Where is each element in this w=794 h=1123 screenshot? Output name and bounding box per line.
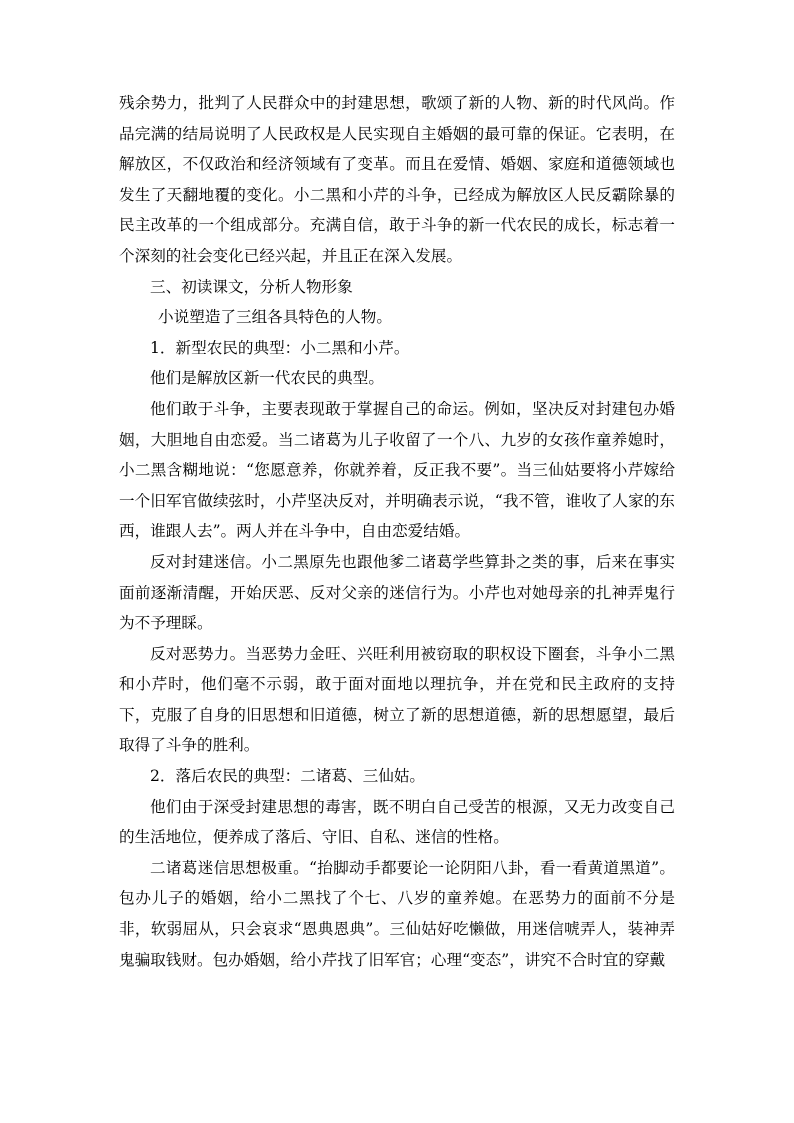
paragraph: 他们由于深受封建思想的毒害，既不明白自己受苦的根源，又无力改变自己的生活地位，便养成了落后、守旧、自私、迷信的性格。 [119, 797, 675, 847]
paragraph: 他们敢于斗争，主要表现敢于掌握自己的命运。例如，坚决反对封建包办婚姻，大胆地自由恋爱。当二诸葛为儿子收留了一个八、九岁的女孩作童养媳时，小二黑含糊地说：“您愿意养，你就养着，反正我不要”。当三仙姑要将小芹嫁给一个旧军官做续弦时，小芹坚决反对，并明确表示说，“我不管，谁收了人家的东西，谁跟人去”。两人并在斗争中，自由恋爱结婚。 [119, 399, 675, 541]
paragraph-continuation: 残余势力，批判了人民群众中的封建思想，歌颂了新的人物、新的时代风尚。作品完满的结局说明了人民政权是人民实现自主婚姻的最可靠的保证。它表明，在解放区，不仅政治和经济领域有了变革。而且在爱情、婚姻、家庭和道德领域也发生了天翻地覆的变化。小二黑和小芹的斗争，已经成为解放区人民反霸除暴的民主改革的一个组成部分。充满自信，敢于斗争的新一代农民的成长，标志着一个深刻的社会变化已经兴起，并且正在深入发展。 [119, 94, 675, 265]
paragraph: 二诸葛迷信思想极重。“抬脚动手都要论一论阴阳八卦，看一看黄道黑道”。包办儿子的婚姻，给小二黑找了个七、八岁的童养媳。在恶势力的面前不分是非，软弱屈从，只会哀求“恩典恩典”。三仙姑好吃懒做，用迷信唬弄人，装神弄鬼骗取钱财。包办婚姻，给小芹找了旧军官；心理“变态”，讲究不合时宜的穿戴 [119, 858, 675, 969]
subheading-backward-peasants: 2．落后农民的典型：二诸葛、三仙姑。 [150, 767, 426, 786]
paragraph-intro: 小说塑造了三组各具特色的人物。 [158, 308, 392, 327]
document-body [119, 88, 675, 975]
subheading-new-peasants: 1．新型农民的典型：小二黑和小芹。 [150, 338, 410, 357]
paragraph: 他们是解放区新一代农民的典型。 [150, 369, 384, 388]
paragraph: 反对恶势力。当恶势力金旺、兴旺利用被窃取的职权设下圈套，斗争小二黑和小芹时，他们毫不示弱，敢于面对面地以理抗争，并在党和民主政府的支持下，克服了自身的旧思想和旧道德，树立了新的思想道德，新的思想愿望，最后取得了斗争的胜利。 [119, 644, 675, 755]
paragraph: 反对封建迷信。小二黑原先也跟他爹二诸葛学些算卦之类的事，后来在事实面前逐渐清醒，开始厌恶、反对父亲的迷信行为。小芹也对她母亲的扎神弄鬼行为不予理睬。 [119, 552, 675, 633]
section-heading: 三、初读课文，分析人物形象 [150, 277, 353, 296]
